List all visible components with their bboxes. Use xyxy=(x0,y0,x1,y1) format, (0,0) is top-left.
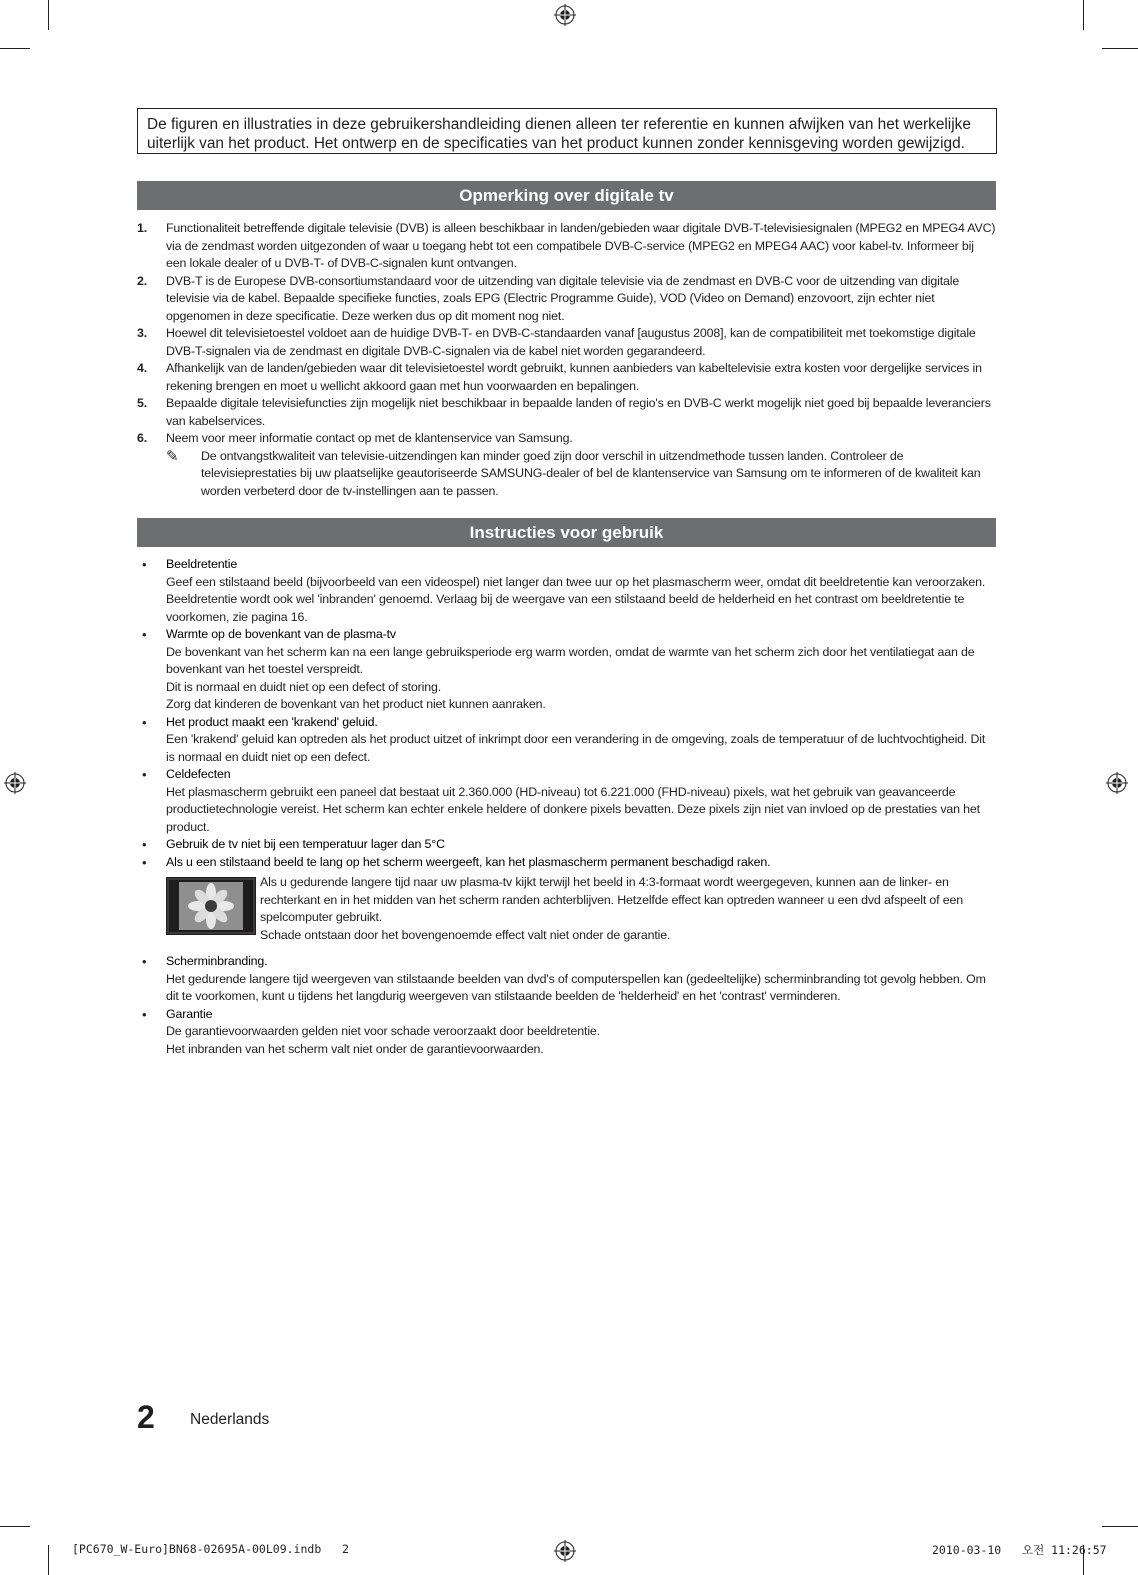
registration-mark-icon xyxy=(554,4,576,26)
bullet-dot: • xyxy=(142,714,147,730)
note-pencil-icon: ✎ xyxy=(166,447,179,465)
bullet-dot: • xyxy=(142,854,147,870)
list-item xyxy=(137,430,997,448)
bullet-text: Het plasmascherm gebruikt een paneel dat bestaat uit 2.360.000 (HD-niveau) tot 6.221.000 (FHD-niveau) pixels, wat het gebruik van geavanceerde productietechnologie vereist. Het scherm kan echter enkele heldere of donkere pixels bevatten. Deze pixels zijn niet van invloed op de prestaties van het product. xyxy=(166,784,980,834)
crop-mark xyxy=(0,1526,30,1527)
bullet-text: Dit is normaal en duidt niet op een defect of storing. xyxy=(166,679,441,694)
bullet-text: De garantievoorwaarden gelden niet voor schade veroorzaakt door beeldretentie. xyxy=(166,1024,600,1038)
bullet-item-garantie xyxy=(137,1006,997,1059)
list-item-number: 1. xyxy=(137,221,148,235)
digital-tv-notes-list xyxy=(137,220,997,500)
page-number: 2 xyxy=(137,1399,155,1435)
list-item-text: Afhankelijk van de landen/gebieden waar dit televisietoestel wordt gebruikt, kunnen aanbieders van kabeltelevisie extra kosten voor dergelijke services in rekening brengen en moet u wellicht akkoord gaan met hun voorwaarden en bepalingen. xyxy=(166,361,982,393)
crop-mark xyxy=(1102,1526,1138,1527)
bullet-item-scherminbranding xyxy=(137,953,997,1006)
crop-mark xyxy=(1083,0,1084,30)
note-item xyxy=(137,448,997,501)
list-item xyxy=(137,395,997,430)
bullet-dot: • xyxy=(142,1006,147,1022)
crop-mark xyxy=(1102,48,1138,49)
bullet-title: Als u een stilstaand beeld te lang op het scherm weergeeft, kan het plasmascherm permanent beschadigd raken. xyxy=(166,854,771,869)
crop-mark xyxy=(48,0,49,30)
bullet-text: Het inbranden van het scherm valt niet onder de garantievoorwaarden. xyxy=(166,1041,544,1056)
print-file-info: [PC670_W-Euro]BN68-02695A-00L09.indb 2 xyxy=(72,1542,349,1556)
list-item-number: 3. xyxy=(137,326,148,340)
bullet-title: Gebruik de tv niet bij een temperatuur lager dan 5°C xyxy=(166,837,445,851)
bullet-title: Celdefecten xyxy=(166,767,231,781)
disclaimer-box: De figuren en illustraties in deze gebruikershandleiding dienen alleen ter referentie en kunnen afwijken van het werkelijke uiterlijk van het product. Het ontwerp en de specificaties van het product kunnen zonder kennisgeving worden gewijzigd. xyxy=(137,108,997,154)
list-item-number: 6. xyxy=(137,431,148,445)
bullet-dot: • xyxy=(142,767,147,782)
sunflower-screen-thumbnail xyxy=(166,877,256,935)
bullet-text: Het gedurende langere tijd weergeven van stilstaande beelden van dvd's of computerspellen kan (gedeeltelijke) scherminbranding tot gevolg hebben. Om dit te voorkomen, kunt u tijdens het langdurig weergeven van stilstaande beelden de 'helderheid' en het 'contrast' verminderen. xyxy=(166,971,986,1003)
list-item-text: DVB-T is de Europese DVB-consortiumstandaard voor de uitzending van digitale televisie via de zendmast en DVB-C voor de uitzending van digitale televisie via de kabel. Bepaalde specifieke functies, zoals EPG (Electric Programme Guide), VOD (Video on Demand) enzovoort, zijn echter niet opgenomen in deze specificatie. Deze werken dus op dit moment nog niet. xyxy=(166,273,960,323)
instructions-list xyxy=(137,556,997,1058)
list-item xyxy=(137,325,997,360)
list-item-text: Functionaliteit betreffende digitale televisie (DVB) is alleen beschikbaar in landen/gebieden waar digitale DVB-T-televisiesignalen (MPEG2 en MPEG4 AVC) via de zendmast worden uitgezonden of waar u toegang hebt tot een compatibele DVB-C-service (MPEG2 en MPEG4 AAC) voor kabel-tv. Informeer bij een lokale dealer of u DVB-T- of DVB-C-signalen kunt ontvangen. xyxy=(166,221,996,270)
list-item xyxy=(137,220,997,273)
list-item xyxy=(137,273,997,326)
crop-mark xyxy=(48,1545,49,1575)
page-language: Nederlands xyxy=(190,1411,270,1428)
bullet-text: De bovenkant van het scherm kan na een lange gebruiksperiode erg warm worden, omdat de warmte van het scherm zich door het ventilatiegat aan de bovenkant van het toestel verspreidt. xyxy=(166,644,975,676)
bullet-item-warmte xyxy=(137,626,997,714)
bullet-title: Warmte op de bovenkant van de plasma-tv xyxy=(166,627,396,641)
list-item-number: 4. xyxy=(137,361,148,375)
image-note-text: Als u gedurende langere tijd naar uw plasma-tv kijkt terwijl het beeld in 4:3-formaat wordt weergegeven, kunnen aan de linker- en rechterkant en in het midden van het scherm randen achterblijven. Hetzelfde effect kan optreden wanneer u een dvd afspeelt of een spelcomputer gebruikt. xyxy=(260,875,963,924)
bullet-item-beeldretentie xyxy=(137,556,997,626)
print-timestamp: 2010-03-10 오전 11:26:57 xyxy=(932,1543,1107,1557)
bullet-text: Een 'krakend' geluid kan optreden als het product uitzet of inkrimpt door een verandering in de omgeving, zoals de temperatuur of de luchtvochtigheid. Dit is normaal en duidt niet op een defect. xyxy=(166,732,986,764)
list-item-text: Bepaalde digitale televisiefuncties zijn mogelijk niet beschikbaar in bepaalde landen of regio's en DVB-C werkt mogelijk niet goed bij bepaalde leveranciers van kabelservices. xyxy=(166,396,991,428)
bullet-text: Geef een stilstaand beeld (bijvoorbeeld van een videospel) niet langer dan twee uur op het plasmascherm weer, omdat dit beeldretentie kan veroorzaken. Beeldretentie wordt ook wel 'inbranden' genoemd. Verlaag bij de weergave van een stilstaand beeld de helderheid en het contrast om beeldretentie te voorkomen, zie pagina 16. xyxy=(166,574,986,624)
image-note-row xyxy=(166,874,997,944)
bullet-item-temperatuur xyxy=(137,836,997,854)
section-heading-instructions: Instructies voor gebruik xyxy=(137,518,996,547)
bullet-dot: • xyxy=(142,954,147,969)
list-item-text: Hoewel dit televisietoestel voldoet aan de huidige DVB-T- en DVB-C-standaarden vanaf [augustus 2008], kan de compatibiliteit met toekomstige digitale DVB-T-signalen via de zendmast en digitale DVB-C-signalen via de kabel niet worden gegarandeerd. xyxy=(166,326,976,358)
registration-mark-icon xyxy=(4,772,26,794)
registration-mark-icon xyxy=(554,1540,576,1562)
list-item xyxy=(137,360,997,395)
image-note-text: Schade ontstaan door het bovengenoemde effect valt niet onder de garantie. xyxy=(260,927,671,942)
list-item-text: Neem voor meer informatie contact op met de klantenservice van Samsung. xyxy=(166,431,573,445)
bullet-text: Zorg dat kinderen de bovenkant van het product niet kunnen aanraken. xyxy=(166,697,546,711)
list-item-number: 5. xyxy=(137,396,148,410)
bullet-title: Garantie xyxy=(166,1006,213,1021)
bullet-dot: • xyxy=(142,557,147,572)
crop-mark xyxy=(0,48,30,49)
bullet-item-krakend xyxy=(137,714,997,767)
bullet-title: Het product maakt een 'krakend' geluid. xyxy=(166,714,378,729)
list-item-number: 2. xyxy=(137,273,148,288)
section-heading-digital-tv: Opmerking over digitale tv xyxy=(137,181,996,210)
bullet-item-celdefecten xyxy=(137,766,997,836)
bullet-title: Scherminbranding. xyxy=(166,954,268,968)
note-text: De ontvangstkwaliteit van televisie-uitzendingen kan minder goed zijn door verschil in uitzendmethode tussen landen. Controleer de televisieprestaties bij uw plaatselijke geautoriseerde SAMSUNG-dealer of bel de klantenservice van Samsung om te informeren of de kwaliteit kan worden verbeterd door de tv-instellingen aan te passen. xyxy=(201,448,981,498)
bullet-item-stilstaand-beeld xyxy=(137,854,997,945)
registration-mark-icon xyxy=(1106,772,1128,794)
bullet-title: Beeldretentie xyxy=(166,557,238,571)
bullet-dot: • xyxy=(142,627,147,642)
bullet-dot: • xyxy=(142,837,147,852)
